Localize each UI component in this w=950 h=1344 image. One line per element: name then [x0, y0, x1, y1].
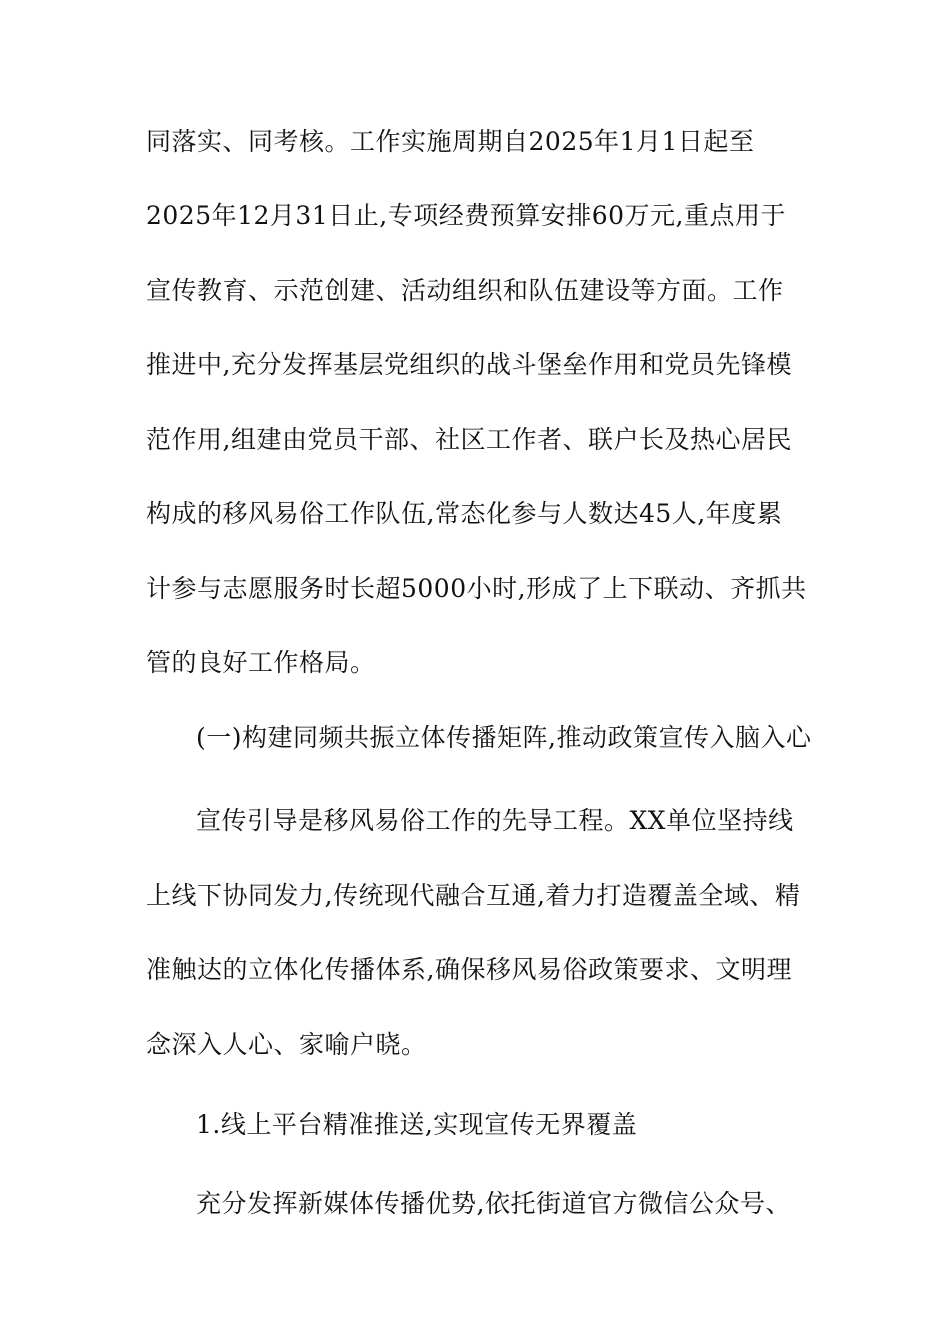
paragraph-line: 范作用,组建由党员干部、社区工作者、联户长及热心居民	[146, 425, 792, 454]
paragraph-line: 宣传引导是移风易俗工作的先导工程。XX单位坚持线	[196, 806, 794, 835]
paragraph-line: 计参与志愿服务时长超5000小时,形成了上下联动、齐抓共	[146, 574, 807, 603]
paragraph-line: 同落实、同考核。工作实施周期自2025年1月1日起至	[146, 127, 755, 156]
paragraph-line: 宣传教育、示范创建、活动组织和队伍建设等方面。工作	[146, 276, 784, 305]
paragraph-line: 推进中,充分发挥基层党组织的战斗堡垒作用和党员先锋模	[146, 350, 792, 379]
paragraph-line: 充分发挥新媒体传播优势,依托街道官方微信公众号、	[196, 1189, 791, 1218]
paragraph-line: 上线下协同发力,传统现代融合互通,着力打造覆盖全域、精	[146, 881, 801, 910]
paragraph-line: 管的良好工作格局。	[146, 648, 376, 677]
section-heading: (一)构建同频共振立体传播矩阵,推动政策宣传入脑入心	[196, 723, 812, 752]
subheading: 1.线上平台精准推送,实现宣传无界覆盖	[196, 1110, 638, 1139]
paragraph-line: 准触达的立体化传播体系,确保移风易俗政策要求、文明理	[146, 955, 792, 984]
paragraph-line: 2025年12月31日止,专项经费预算安排60万元,重点用于	[146, 201, 786, 230]
paragraph-line: 念深入人心、家喻户晓。	[146, 1030, 427, 1059]
paragraph-line: 构成的移风易俗工作队伍,常态化参与人数达45人,年度累	[146, 499, 783, 528]
